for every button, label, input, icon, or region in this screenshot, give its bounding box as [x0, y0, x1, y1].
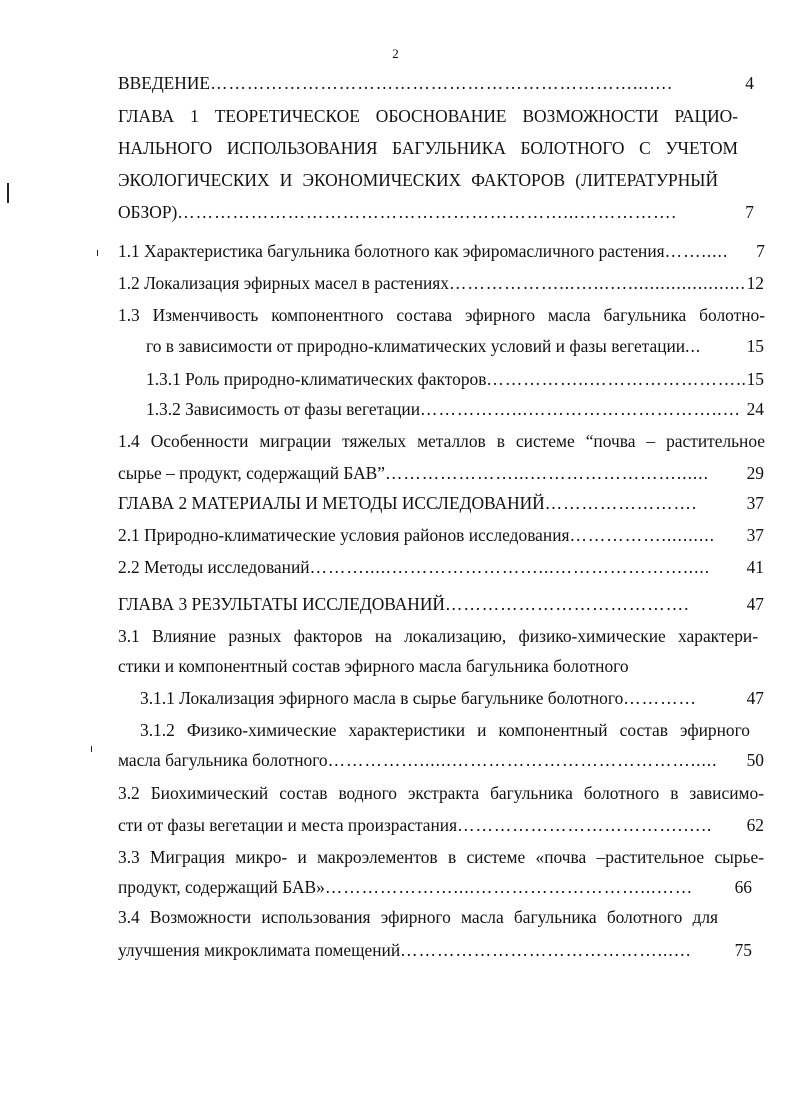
toc-section-3-2-line-2 [118, 810, 764, 840]
toc-leader-dots: …………………………………. [445, 594, 690, 614]
toc-page-number: 47 [746, 594, 764, 614]
toc-entry-title: 3.1.1 Локализация эфирного масла в сырье багульнике болотного [140, 688, 624, 708]
toc-page-number: 7 [745, 202, 754, 222]
toc-section-3-1-1 [140, 683, 764, 713]
toc-entry-title: сырье – продукт, содержащий БАВ” [118, 463, 385, 483]
toc-section-1-3-line-2 [146, 331, 764, 361]
toc-chapter-1-line-4 [118, 197, 754, 227]
toc-entry-title: ГЛАВА 2 МАТЕРИАЛЫ И МЕТОДЫ ИССЛЕДОВАНИЙ [118, 493, 545, 513]
toc-page-number: 4 [745, 73, 754, 93]
toc-leader-dots: ……………………………………...… [400, 940, 693, 960]
toc-entry-title: 1.1 Характеристика багульника болотного как эфиромасличного растения [118, 241, 665, 261]
toc-entry-title: 1.2 Локализация эфирных масел в растениях [118, 273, 449, 293]
toc-chapter-1-line-3: ЭКОЛОГИЧЕСКИХ И ЭКОНОМИЧЕСКИХ ФАКТОРОВ (ЛИТЕРАТУРНЫЙ [118, 170, 718, 190]
toc-section-1-3-1 [146, 364, 764, 394]
toc-section-3-4-line-2 [118, 935, 752, 965]
toc-entry-title: 1.3.1 Роль природно-климатических факторов [146, 369, 487, 389]
scan-mark-2 [97, 250, 98, 256]
toc-leader-dots: ... [685, 336, 702, 356]
toc-section-3-3-line-2 [118, 872, 752, 902]
toc-section-1-4-line-1: 1.4 Особенности миграции тяжелых металлов в системе “почва – растительное [118, 431, 765, 451]
scan-mark-3 [91, 746, 92, 752]
toc-chapter-3 [118, 589, 764, 619]
scan-mark-1 [7, 183, 9, 203]
toc-entry-title: ГЛАВА 3 РЕЗУЛЬТАТЫ ИССЛЕДОВАНИЙ [118, 594, 445, 614]
toc-leader-dots: …………….......... [569, 525, 715, 545]
toc-entry-title: 2.2 Методы исследований [118, 557, 310, 577]
toc-chapter-1-line-1: ГЛАВА 1 ТЕОРЕТИЧЕСКОЕ ОБОСНОВАНИЕ ВОЗМОЖНОСТИ РАЦИО- [118, 106, 738, 126]
toc-entry-title: ОБЗОР) [118, 202, 178, 222]
toc-leader-dots: ………………………………………………………...……………. [177, 202, 677, 222]
toc-section-1-3-2 [146, 394, 764, 424]
toc-leader-dots: ……………………………….….. [457, 815, 713, 835]
toc-chapter-2 [118, 488, 764, 518]
toc-page-number: 75 [734, 940, 752, 960]
toc-page-number: 12 [746, 273, 764, 293]
toc-leader-dots: ……………..…………………….. [486, 369, 747, 389]
toc-entry-title: го в зависимости от природно-климатических условий и фазы вегетации [146, 336, 686, 356]
toc-section-1-4-line-2 [118, 458, 764, 488]
toc-page-number: 41 [746, 557, 764, 577]
toc-page-number: 62 [746, 815, 764, 835]
toc-page-number: 15 [746, 369, 764, 389]
toc-leader-dots: ……………………. [544, 493, 698, 513]
toc-page-number: 15 [746, 336, 764, 356]
toc-entry-title: ВВЕДЕНИЕ [118, 73, 211, 93]
toc-entry-title: 2.1 Природно-климатические условия районов исследования [118, 525, 570, 545]
toc-section-3-2-line-1: 3.2 Биохимический состав водного экстракта багульника болотного в зависимо- [118, 783, 764, 803]
toc-page-number: 37 [746, 493, 764, 513]
toc-section-3-1-line-1: 3.1 Влияние разных факторов на локализацию, физико-химические характери- [118, 626, 758, 646]
toc-entry-title: продукт, содержащий БАВ» [118, 877, 325, 897]
toc-section-2-2 [118, 552, 764, 582]
toc-page-number: 7 [756, 241, 765, 261]
page-number: 2 [392, 46, 399, 61]
toc-entry-title: улучшения микроклимата помещений [118, 940, 401, 960]
toc-leader-dots: ……………………………………………………………...…. [210, 73, 673, 93]
toc-section-1-1 [118, 236, 765, 266]
toc-page-number: 29 [746, 463, 764, 483]
toc-section-1-2 [118, 268, 764, 298]
toc-entry-title: сти от фазы вегетации и места произрастания [118, 815, 458, 835]
toc-leader-dots: ……….....……………………...…………………..... [309, 557, 711, 577]
toc-entry-title: 1.3.2 Зависимость от фазы вегетации [146, 399, 421, 419]
toc-leader-dots: ……………...…………………………..… [420, 399, 742, 419]
toc-page-number: 50 [746, 750, 764, 770]
toc-section-2-1 [118, 520, 764, 550]
toc-entry-intro [118, 68, 754, 98]
toc-page-number: 47 [746, 688, 764, 708]
toc-section-3-1-2-line-2 [118, 745, 764, 775]
toc-section-3-1-2-line-1: 3.1.2 Физико-химические характеристики и компонентный состав эфирного [140, 720, 750, 740]
toc-page-number: 24 [746, 399, 764, 419]
toc-page-number: 66 [734, 877, 752, 897]
toc-section-1-3-line-1: 1.3 Изменчивость компонентного состава эфирного масла багульника болотно- [118, 305, 765, 325]
toc-leader-dots: …………………...……………………...... [384, 463, 709, 483]
toc-section-3-3-line-1: 3.3 Миграция микро- и макроэлементов в системе «почва –растительное сырье- [118, 847, 764, 867]
toc-entry-title: масла багульника болотного [118, 750, 328, 770]
toc-chapter-1-line-2: НАЛЬНОГО ИСПОЛЬЗОВАНИЯ БАГУЛЬНИКА БОЛОТНОГО С УЧЕТОМ [118, 138, 738, 158]
toc-leader-dots: ………………...…...…...................... [449, 273, 746, 293]
toc-page-number: 37 [746, 525, 764, 545]
toc-section-3-4-line-1: 3.4 Возможности использования эфирного масла багульника болотного для [118, 907, 718, 927]
toc-leader-dots: ………… [623, 688, 697, 708]
toc-section-3-1-line-2: стики и компонентный состав эфирного масла багульника болотного [118, 656, 629, 676]
toc-leader-dots: ……………......…………………………………..... [327, 750, 718, 770]
toc-leader-dots: …………………....………………………...…… [324, 877, 694, 897]
toc-leader-dots: ……..... [664, 241, 729, 261]
